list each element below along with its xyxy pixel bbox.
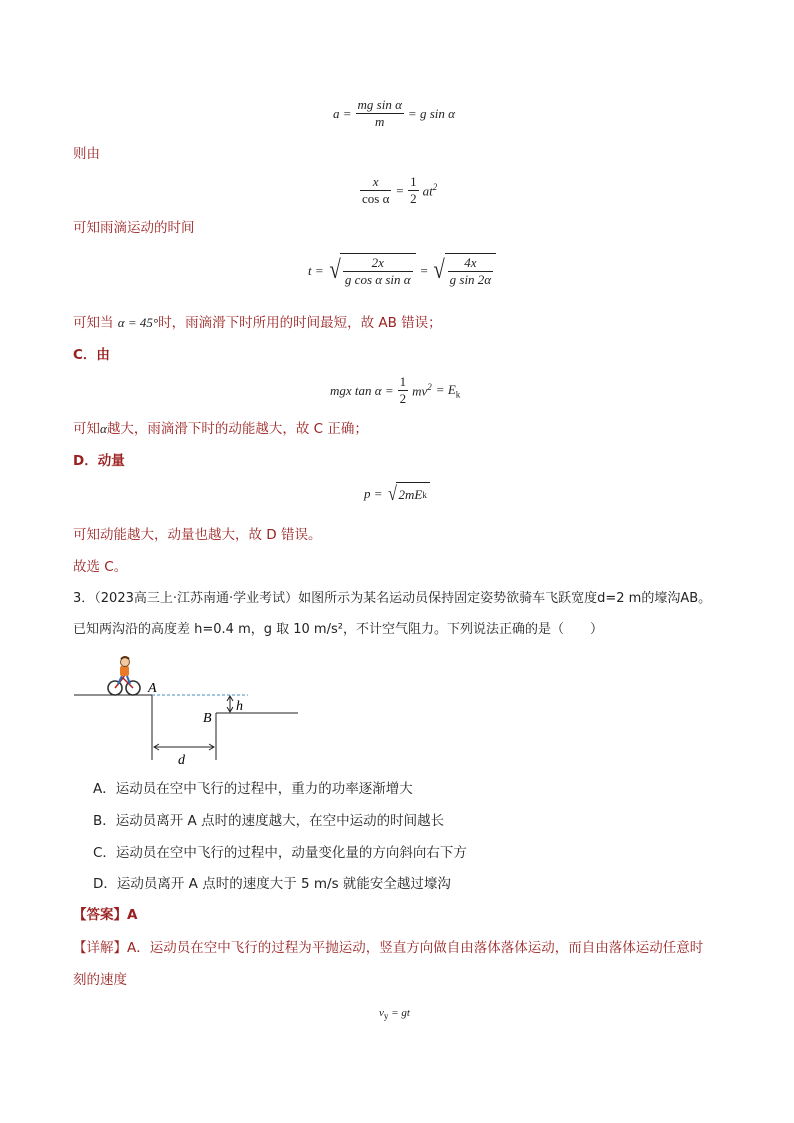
question-3-line1: 3．（2023高三上·江苏南通·学业考试）如图所示为某名运动员保持固定姿势欲骑车飞跃宽度d=2 m的壕沟AB。 [73, 591, 712, 606]
text-segment: 可知当 [73, 315, 114, 331]
subscript-k: k [422, 490, 427, 500]
inline-math-alpha: α [100, 421, 107, 436]
term-e: = E [435, 381, 456, 397]
fraction-denominator: g cos α sin α [344, 272, 411, 287]
text-guxuan: 故选 C。 [73, 559, 128, 575]
term-ek [436, 382, 460, 400]
option-b: B．运动员离开 A 点时的速度越大，在空中运动的时间越长 [93, 813, 445, 829]
fraction-2x [343, 255, 413, 288]
label-h: h [236, 699, 243, 714]
term-mv2 [412, 382, 432, 399]
formula-vy [379, 1007, 410, 1021]
formula-acceleration [333, 97, 455, 130]
sqrt-expression-1 [328, 253, 416, 288]
text-kezhi-time: 可知雨滴运动的时间 [73, 220, 195, 236]
fraction-numerator: 4x [448, 255, 494, 272]
label-d: d [178, 753, 185, 768]
formula-kinetic-energy [330, 374, 460, 407]
text-kezhi-45 [73, 314, 442, 332]
term-mv: mv [412, 383, 428, 399]
text-c-you: C．由 [73, 347, 110, 363]
radical-sign-icon: √ [433, 255, 446, 284]
formula-ek-lhs: mgx tan α = [330, 382, 394, 398]
cyclist-icon [108, 657, 140, 695]
text-segment: 可知 [73, 421, 100, 437]
answer-label: 【答案】A [73, 907, 138, 923]
fraction-4x [448, 255, 494, 288]
text-zeyou: 则由 [73, 146, 100, 162]
text-segment: 越大，雨滴滑下时的动能越大，故 C 正确； [106, 421, 368, 437]
inline-math-alpha45: α = 45° [117, 315, 159, 330]
formula-t-lhs: t = [308, 262, 324, 278]
equals-sign: = [395, 182, 405, 198]
term-at: at [422, 183, 433, 199]
formula-time [308, 253, 496, 288]
term-gt: = gt [391, 1007, 410, 1019]
question-3-line2: 已知两沟沿的高度差 h=0.4 m，g 取 10 m/s²，不计空气阻力。下列说法正确的是（ ） [73, 622, 603, 637]
subscript-k: k [455, 389, 461, 400]
formula-a-lhs: a = [333, 105, 352, 121]
figure-ditch [70, 650, 310, 775]
sqrt-momentum [387, 482, 430, 506]
fraction-mgsin-over-m [356, 97, 404, 130]
fraction-denominator: 2 [399, 391, 407, 406]
fraction-numerator: x [360, 174, 391, 191]
fraction-denominator: cos α [362, 191, 390, 206]
text-d-dongliang: D．动量 [73, 453, 125, 469]
label-b: B [203, 711, 212, 726]
fraction-denominator: 2 [410, 191, 417, 206]
fraction-numerator: 1 [399, 374, 407, 389]
explain-line2: 刻的速度 [73, 972, 127, 988]
formula-a-rhs: = g sin α [407, 105, 455, 121]
term-2me: 2mE [398, 487, 423, 502]
exponent-two: 2 [432, 181, 438, 192]
option-d: D．运动员离开 A 点时的速度大于 5 m/s 就能安全越过壕沟 [93, 876, 451, 892]
option-a: A．运动员在空中飞行的过程中，重力的功率逐渐增大 [93, 781, 413, 797]
fraction-denominator: g sin 2α [449, 272, 492, 287]
formula-displacement [360, 174, 437, 207]
text-segment: 时，雨滴滑下时所用的时间最短，故 AB 错误； [158, 315, 442, 331]
fraction-numerator: 1 [410, 174, 417, 189]
fraction-one-half [398, 374, 409, 407]
option-c: C．运动员在空中飞行的过程中，动量变化量的方向斜向右下方 [93, 845, 467, 861]
fraction-numerator: mg sin α [357, 97, 402, 112]
term-at2 [423, 182, 438, 199]
fraction-one-half [408, 174, 419, 207]
text-kezhi-alpha [73, 420, 368, 438]
equals-sign: = [419, 262, 429, 278]
explain-line1: 【详解】A．运动员在空中飞行的过程为平抛运动，竖直方向做自由落体落体运动，而自由落体运动任意时 [73, 940, 704, 956]
radical-sign-icon: √ [387, 483, 397, 505]
formula-p-lhs: p = [364, 486, 383, 501]
fraction-x-over-cos [360, 174, 391, 207]
fraction-denominator: m [375, 114, 385, 129]
subscript-y: y [383, 1011, 389, 1022]
label-a: A [148, 681, 157, 696]
text-kezhi-dongneng: 可知动能越大，动量也越大，故 D 错误。 [73, 527, 322, 543]
sqrt-expression-2 [432, 253, 496, 288]
term-v: v [379, 1007, 384, 1019]
fraction-numerator: 2x [343, 255, 413, 272]
formula-momentum [364, 482, 430, 506]
exponent-two: 2 [427, 381, 432, 392]
radical-sign-icon: √ [329, 255, 341, 284]
